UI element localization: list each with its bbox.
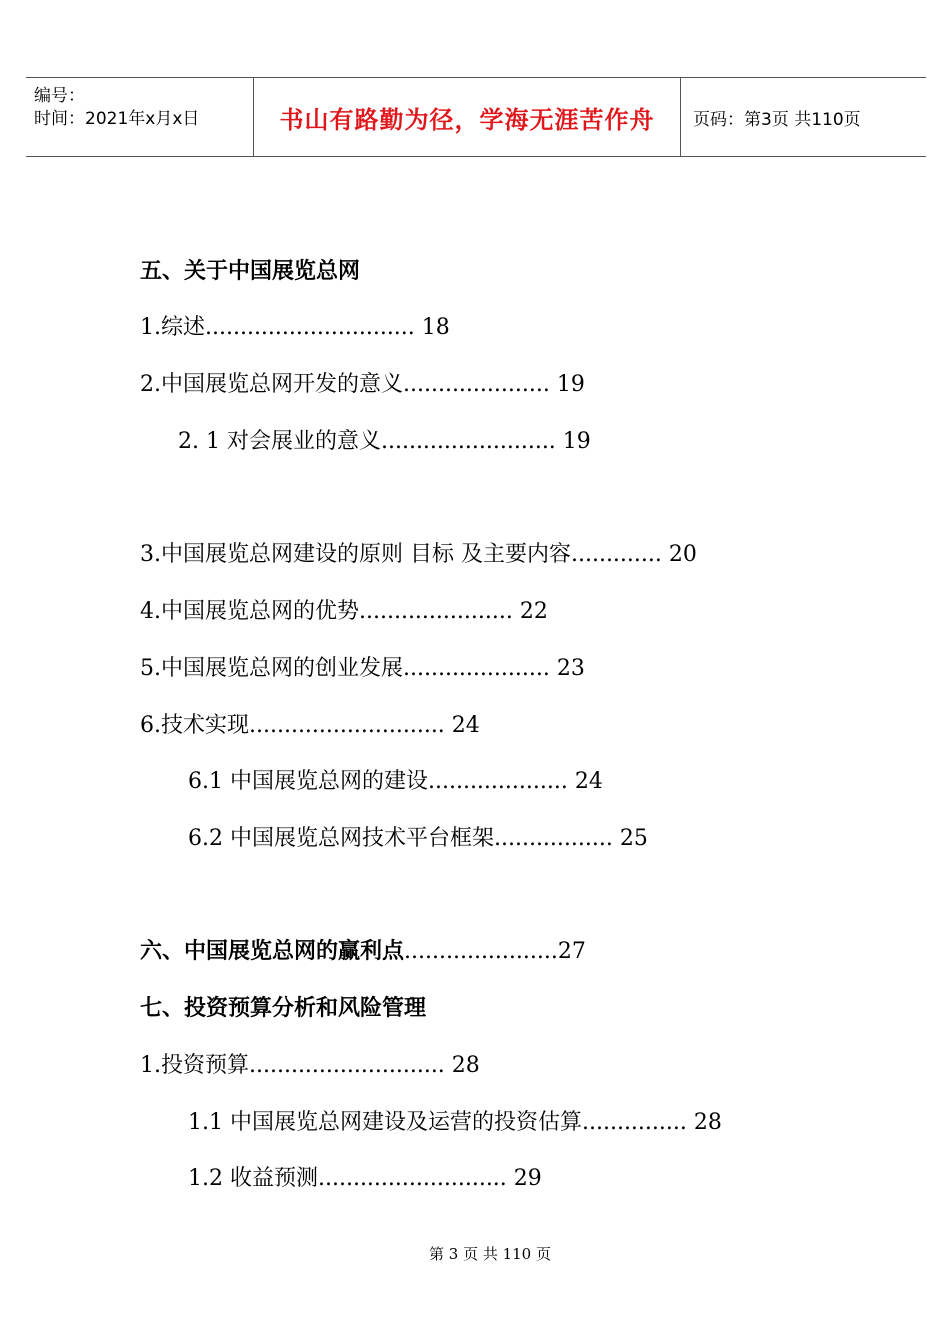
- toc-entry-text: 6.2 中国展览总网技术平台框架.................: [188, 826, 613, 851]
- toc-entry[interactable]: [140, 370, 585, 400]
- toc-entry-text: 1.综述..............................: [140, 315, 415, 340]
- toc-entry-page: 28: [444, 1053, 480, 1078]
- toc-entry-page: 25: [612, 826, 648, 851]
- toc-entry-text: 2. 1 对会展业的意义.........................: [178, 429, 556, 454]
- toc-entry[interactable]: [140, 711, 480, 741]
- toc-entry-page: ......................27: [404, 939, 586, 964]
- page-footer: 第 3 页 共 110 页: [428, 1245, 551, 1263]
- toc-entry-text: 1.投资预算............................: [140, 1053, 445, 1078]
- toc-entry[interactable]: [140, 540, 697, 570]
- toc-entry-text: 4.中国展览总网的优势......................: [140, 599, 513, 624]
- toc-entry-page: 23: [549, 656, 585, 681]
- page-label: 页码：第3页 共110页: [693, 109, 861, 130]
- toc-entry[interactable]: [140, 654, 585, 684]
- toc-entry-page: 19: [555, 429, 591, 454]
- toc-entry[interactable]: [188, 1108, 722, 1138]
- toc-section-7: [140, 994, 426, 1024]
- page-header: [26, 77, 926, 157]
- toc-entry[interactable]: [188, 824, 648, 854]
- toc-entry-page: 29: [506, 1166, 542, 1191]
- motto-text: 书山有路勤为径，学海无涯苦作舟: [279, 105, 655, 134]
- header-page-cell: [681, 78, 926, 156]
- toc-entry[interactable]: [188, 767, 603, 797]
- time-label: 时间：2021年x月x日: [34, 109, 200, 129]
- toc-section-5: [140, 257, 360, 287]
- toc-entry-text: 五、关于中国展览总网: [140, 259, 361, 284]
- toc-entry-page: 24: [567, 769, 603, 794]
- toc-entry[interactable]: [140, 597, 548, 627]
- toc-entry-text: 七、投资预算分析和风险管理: [140, 996, 427, 1021]
- toc-entry-text: 六、中国展览总网的赢利点: [140, 939, 405, 964]
- toc-entry[interactable]: [178, 427, 591, 457]
- toc-entry-text: 6.技术实现............................: [140, 713, 445, 738]
- toc-entry-text: 3.中国展览总网建设的原则 目标 及主要内容.............: [140, 542, 662, 567]
- toc-entry-page: 24: [444, 713, 480, 738]
- toc-entry[interactable]: [140, 313, 450, 343]
- toc-entry-page: 19: [549, 372, 585, 397]
- toc-entry-page: 22: [512, 599, 548, 624]
- toc-entry[interactable]: [140, 1051, 480, 1081]
- toc-entry-text: 6.1 中国展览总网的建设....................: [188, 769, 568, 794]
- header-motto-cell: [254, 78, 681, 156]
- toc-entry-page: 20: [661, 542, 697, 567]
- toc-entry[interactable]: [188, 1164, 542, 1194]
- toc-entry-page: 28: [686, 1110, 722, 1135]
- toc-section-6[interactable]: [140, 937, 586, 967]
- toc-entry-text: 1.2 收益预测...........................: [188, 1166, 507, 1191]
- toc-entry-text: 1.1 中国展览总网建设及运营的投资估算...............: [188, 1110, 687, 1135]
- toc-entry-text: 2.中国展览总网开发的意义.....................: [140, 372, 550, 397]
- toc-entry-page: 18: [414, 315, 450, 340]
- number-label: 编号：: [34, 86, 85, 106]
- toc-entry-text: 5.中国展览总网的创业发展.....................: [140, 656, 550, 681]
- header-meta: [26, 78, 254, 156]
